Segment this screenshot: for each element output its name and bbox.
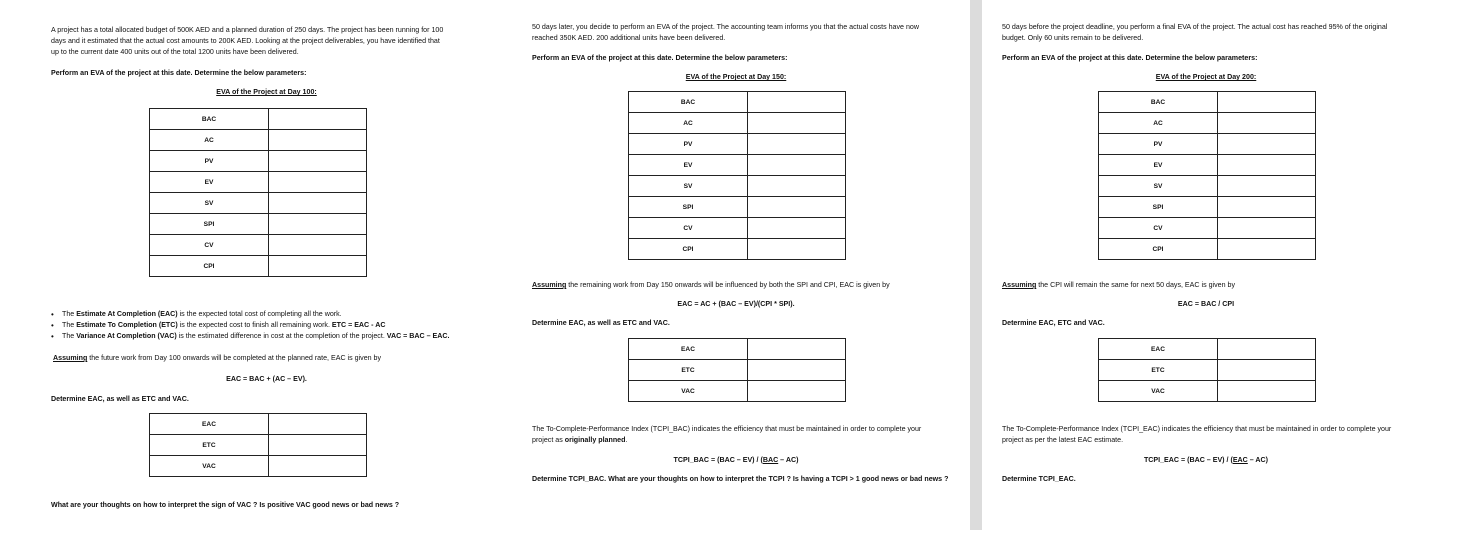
param-answer-cell[interactable] [748,155,846,176]
param-answer-cell[interactable] [269,109,367,130]
param-label: ETC [629,360,748,381]
table-row [150,109,367,130]
table-row [629,339,846,360]
perform-instruction: Perform an EVA of the project at this date. Determine the below parameters: [532,54,788,62]
param-label: EV [629,155,748,176]
tcpi-description-line-2: project as per the latest EAC estimate. [1002,436,1124,444]
param-answer-cell[interactable] [269,130,367,151]
page-gutter [970,0,982,530]
tcpi-description-line-2: project as originally planned. [532,436,628,444]
table-row [629,218,846,239]
param-label: CV [629,218,748,239]
eac-table [1098,338,1316,402]
param-answer-cell[interactable] [1218,239,1316,260]
param-label: AC [1099,113,1218,134]
table-row [1099,92,1316,113]
assumption-text: Assuming the remaining work from Day 150 onwards will be influenced by both the SPI and CPI, EAC is given by [532,281,890,289]
eva-table-title: EVA of the Project at Day 100: [216,88,317,96]
tcpi-formula: TCPI_EAC = (BAC – EV) / (EAC – AC) [1143,456,1269,464]
perform-instruction: Perform an EVA of the project at this date. Determine the below parameters: [1002,54,1258,62]
intro-line-1: A project has a total allocated budget of 500K AED and a planned duration of 250 days. The project has been running for 100 [51,26,444,34]
param-label: BAC [150,109,269,130]
eva-parameters-table [628,91,846,260]
table-row [1099,381,1316,402]
param-answer-cell[interactable] [748,92,846,113]
param-label: SV [1099,176,1218,197]
param-label: VAC [1099,381,1218,402]
param-answer-cell[interactable] [748,239,846,260]
param-label: SV [629,176,748,197]
param-answer-cell[interactable] [748,381,846,402]
eva-parameters-table [1098,91,1316,260]
param-label: CPI [629,239,748,260]
table-row [150,256,367,277]
param-label: SPI [150,214,269,235]
param-answer-cell[interactable] [269,172,367,193]
param-answer-cell[interactable] [1218,339,1316,360]
eva-table-title: EVA of the Project at Day 200: [1155,73,1257,81]
table-row [1099,176,1316,197]
param-label: EAC [629,339,748,360]
list-item: • The Estimate At Completion (EAC) is the expected total cost of completing all the work. [51,309,450,320]
param-label: CV [1099,218,1218,239]
table-row [629,113,846,134]
table-row [629,134,846,155]
param-label: SV [150,193,269,214]
param-answer-cell[interactable] [1218,134,1316,155]
definitions-list [51,309,450,342]
param-label: EAC [150,414,269,435]
table-row [150,130,367,151]
list-item: • The Variance At Completion (VAC) is the estimated difference in cost at the completion of the project. VAC = BAC – EAC. [51,331,450,342]
param-label: SPI [1099,197,1218,218]
worksheet-page-2 [497,0,970,558]
list-item: • The Estimate To Completion (ETC) is the expected cost to finish all remaining work. ETC = EAC - AC [51,320,450,331]
param-answer-cell[interactable] [1218,155,1316,176]
param-answer-cell[interactable] [269,214,367,235]
param-answer-cell[interactable] [269,235,367,256]
table-row [1099,218,1316,239]
eva-table-title: EVA of the Project at Day 150: [685,73,787,81]
param-label: AC [150,130,269,151]
param-label: PV [629,134,748,155]
param-label: CPI [150,256,269,277]
eac-table [628,338,846,402]
determine-instruction: Determine EAC, as well as ETC and VAC. [51,395,189,403]
param-answer-cell[interactable] [748,218,846,239]
param-answer-cell[interactable] [1218,92,1316,113]
param-answer-cell[interactable] [269,256,367,277]
assumption-text: Assuming the CPI will remain the same for next 50 days, EAC is given by [1002,281,1236,289]
param-answer-cell[interactable] [269,151,367,172]
table-row [150,235,367,256]
param-label: EV [150,172,269,193]
param-answer-cell[interactable] [748,113,846,134]
param-answer-cell[interactable] [748,197,846,218]
table-row [1099,113,1316,134]
table-row [629,381,846,402]
table-row [1099,360,1316,381]
table-row [150,193,367,214]
assumption-text: Assuming the future work from Day 100 onwards will be completed at the planned rate, EAC is given by [53,354,382,362]
tcpi-question: Determine TCPI_BAC. What are your thoughts on how to interpret the TCPI ? Is having a TCPI > 1 good news or bad news ? [532,475,949,483]
table-row [629,92,846,113]
param-label: AC [629,113,748,134]
tcpi-question: Determine TCPI_EAC. [1002,475,1076,483]
table-row [1099,134,1316,155]
param-label: EV [1099,155,1218,176]
param-label: SPI [629,197,748,218]
param-answer-cell[interactable] [748,360,846,381]
param-answer-cell[interactable] [1218,218,1316,239]
determine-instruction: Determine EAC, as well as ETC and VAC. [532,319,670,327]
vac-question: What are your thoughts on how to interpret the sign of VAC ? Is positive VAC good news or bad news ? [51,501,400,509]
eac-table [149,413,367,477]
worksheet-page-1 [0,0,497,558]
param-label: ETC [1099,360,1218,381]
param-label: BAC [1099,92,1218,113]
param-answer-cell[interactable] [748,176,846,197]
param-answer-cell[interactable] [1218,197,1316,218]
eac-formula: EAC = AC + (BAC – EV)/(CPI * SPI). [677,300,795,308]
intro-line-2: days and it estimated that the actual cost amounts to 200K AED. Looking at the project deliverables, you have identified that [51,37,440,45]
table-row [150,456,367,477]
param-answer-cell[interactable] [748,339,846,360]
table-row [1099,155,1316,176]
param-label: PV [150,151,269,172]
param-label: CV [150,235,269,256]
param-label: ETC [150,435,269,456]
param-answer-cell[interactable] [748,134,846,155]
table-row [1099,339,1316,360]
table-row [629,360,846,381]
intro-line-1: 50 days before the project deadline, you perform a final EVA of the project. The actual cost has reached 95% of the original [1002,23,1388,31]
param-answer-cell[interactable] [269,456,367,477]
table-row [150,414,367,435]
table-row [1099,239,1316,260]
table-row [150,214,367,235]
eac-formula: EAC = BAC / CPI [1177,300,1235,308]
intro-line-3: up to the current date 400 units out of the total 1200 units have been delivered. [51,48,299,56]
table-row [629,176,846,197]
table-row [150,172,367,193]
intro-line-2: reached 350K AED. 200 additional units have been delivered. [532,34,726,42]
table-row [629,155,846,176]
tcpi-formula: TCPI_BAC = (BAC – EV) / (BAC – AC) [673,456,799,464]
param-answer-cell[interactable] [1218,176,1316,197]
param-label: VAC [150,456,269,477]
intro-line-1: 50 days later, you decide to perform an EVA of the project. The accounting team informs you that the actual costs have now [532,23,919,31]
param-label: EAC [1099,339,1218,360]
eac-formula: EAC = BAC + (AC – EV). [226,375,307,383]
param-label: VAC [629,381,748,402]
param-label: BAC [629,92,748,113]
tcpi-description-line-1: The To-Complete-Performance Index (TCPI_EAC) indicates the efficiency that must be maintained in order to complete your [1002,425,1392,433]
intro-line-2: budget. Only 60 units remain to be delivered. [1002,34,1144,42]
param-label: CPI [1099,239,1218,260]
perform-instruction: Perform an EVA of the project at this date. Determine the below parameters: [51,69,307,77]
param-answer-cell[interactable] [1218,360,1316,381]
table-row [629,197,846,218]
table-row [1099,197,1316,218]
table-row [150,435,367,456]
determine-instruction: Determine EAC, ETC and VAC. [1002,319,1105,327]
param-answer-cell[interactable] [1218,113,1316,134]
eva-parameters-table [149,108,367,277]
worksheet-page-3 [982,0,1462,558]
param-label: PV [1099,134,1218,155]
param-answer-cell[interactable] [269,414,367,435]
param-answer-cell[interactable] [1218,381,1316,402]
table-row [629,239,846,260]
param-answer-cell[interactable] [269,193,367,214]
tcpi-description-line-1: The To-Complete-Performance Index (TCPI_BAC) indicates the efficiency that must be maintained in order to complete your [532,425,922,433]
table-row [150,151,367,172]
param-answer-cell[interactable] [269,435,367,456]
